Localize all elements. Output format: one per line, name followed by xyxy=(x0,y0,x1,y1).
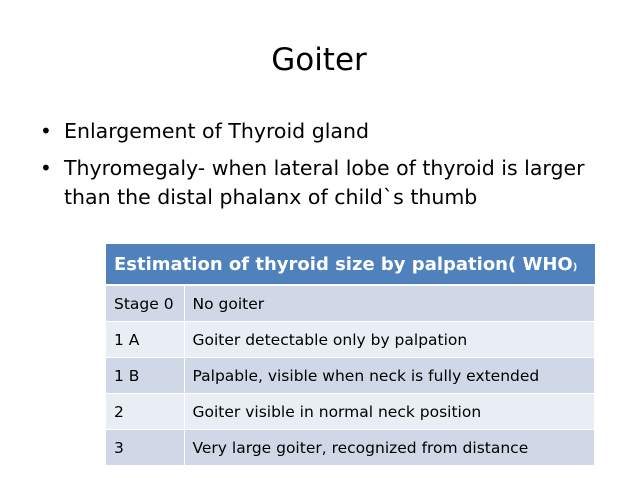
bullet-list xyxy=(40,117,615,220)
table-row xyxy=(106,322,595,358)
stage-cell: 1 B xyxy=(106,358,184,394)
stage-cell: 2 xyxy=(106,394,184,430)
bullet-text: Thyromegaly- when lateral lobe of thyroid is larger than the distal phalanx of child`s thumb xyxy=(64,156,585,209)
bullet-text: Enlargement of Thyroid gland xyxy=(64,119,369,143)
stage-cell: Stage 0 xyxy=(106,285,184,322)
bullet-item xyxy=(40,154,615,212)
stage-cell: 1 A xyxy=(106,322,184,358)
table-header-row xyxy=(106,244,595,285)
table-header xyxy=(106,244,595,285)
table-row xyxy=(106,430,595,466)
description-cell: Very large goiter, recognized from distance xyxy=(184,430,595,466)
table-row xyxy=(106,394,595,430)
description-cell: Goiter detectable only by palpation xyxy=(184,322,595,358)
table-header-tail: ) xyxy=(572,261,578,273)
description-cell: Palpable, visible when neck is fully extended xyxy=(184,358,595,394)
table-row xyxy=(106,358,595,394)
stage-cell: 3 xyxy=(106,430,184,466)
table-header-text: Estimation of thyroid size by palpation( WHO xyxy=(114,253,573,275)
bullet-dot-icon: • xyxy=(40,119,52,143)
slide-title: Goiter xyxy=(271,42,367,78)
description-cell: No goiter xyxy=(184,285,595,322)
table-row xyxy=(106,285,595,322)
bullet-dot-icon: • xyxy=(40,156,52,180)
thyroid-size-table xyxy=(106,244,595,466)
bullet-item xyxy=(40,117,615,146)
thyroid-size-table-container xyxy=(106,244,595,466)
description-cell: Goiter visible in normal neck position xyxy=(184,394,595,430)
